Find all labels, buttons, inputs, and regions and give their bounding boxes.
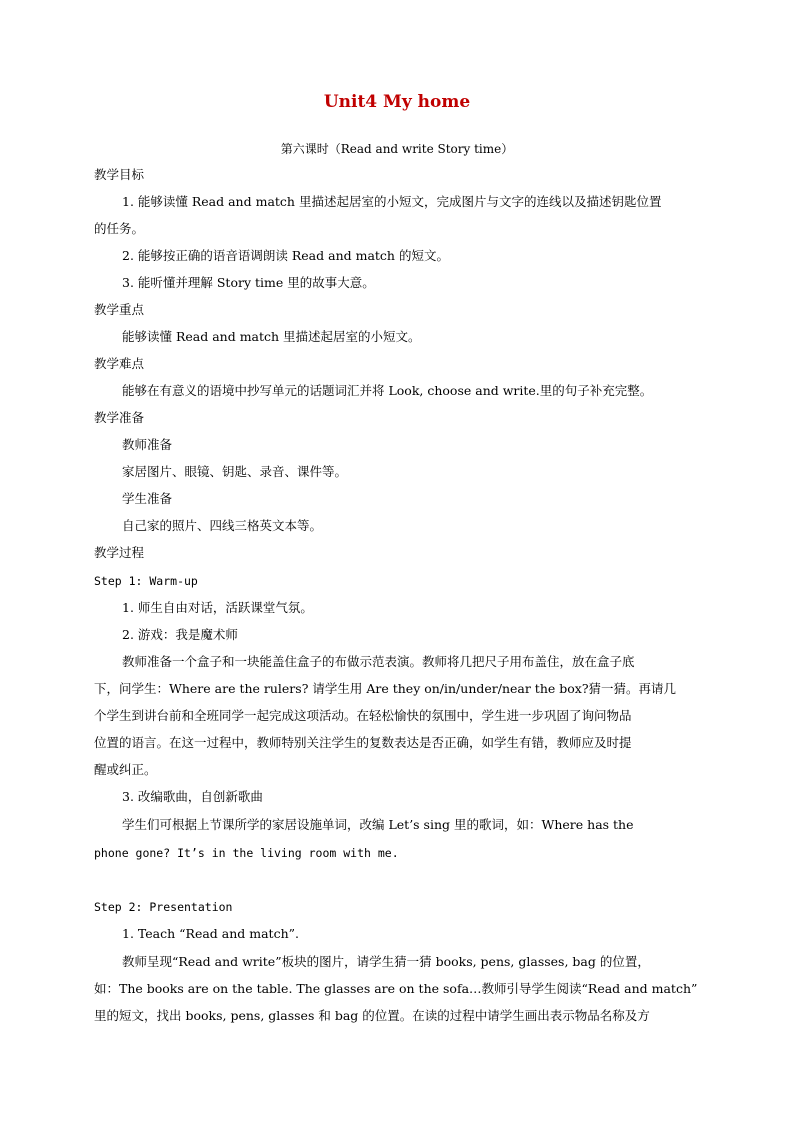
step1-heading: Step 1: Warm-up <box>94 574 198 588</box>
magician-para-line-1: 教师准备一个盒子和一块能盖住盒子的布做示范表演。教师将几把尺子用布盖住，放在盒子底 <box>122 654 635 669</box>
step1-item-3: 3. 改编歌曲，自创新歌曲 <box>122 789 263 804</box>
song-para-line-1: 学生们可根据上节课所学的家居设施单词，改编 Let’s sing 里的歌词，如：Where has the <box>122 817 634 832</box>
read-para-line-1: 教师呈现“Read and write”板块的图片，请学生猜一猜 books, pens, glasses, bag 的位置， <box>122 954 650 969</box>
heading-process: 教学过程 <box>94 545 145 560</box>
student-prep-text: 自己家的照片、四线三格英文本等。 <box>122 518 323 533</box>
objective-1-cont: 的任务。 <box>94 221 145 236</box>
step2-heading: Step 2: Presentation <box>94 900 233 914</box>
teacher-prep-text: 家居图片、眼镜、钥匙、录音、课件等。 <box>122 464 348 479</box>
heading-difficult-points: 教学难点 <box>94 356 145 371</box>
difficult-point-text: 能够在有意义的语境中抄写单元的话题词汇并将 Look, choose and write.里的句子补充完整。 <box>122 383 653 398</box>
read-para-line-2: 如：The books are on the table. The glasses are on the sofa…教师引导学生阅读“Read and match” <box>94 981 698 996</box>
student-prep-heading: 学生准备 <box>122 491 173 506</box>
objective-1: 1. 能够读懂 Read and match 里描述起居室的小短文，完成图片与文字的连线以及描述钥匙位置 <box>122 194 662 209</box>
document-title: Unit4 My home <box>323 92 471 112</box>
magician-para-line-2: 下，问学生：Where are the rulers? 请学生用 Are they on/in/under/near the box?猜一猜。再请几 <box>94 681 677 696</box>
lesson-subtitle: 第六课时（Read and write Story time） <box>280 142 514 156</box>
heading-teaching-objectives: 教学目标 <box>94 167 145 182</box>
song-para-line-2: phone gone? It’s in the living room with me. <box>94 846 399 860</box>
step1-item-1: 1. 师生自由对话，活跃课堂气氛。 <box>122 600 313 615</box>
key-point-text: 能够读懂 Read and match 里描述起居室的小短文。 <box>122 329 421 344</box>
read-para-line-3: 里的短文，找出 books, pens, glasses 和 bag 的位置。在读的过程中请学生画出表示物品名称及方 <box>94 1008 650 1023</box>
magician-para-line-3: 个学生到讲台前和全班同学一起完成这项活动。在轻松愉快的氛围中，学生进一步巩固了询问物品 <box>94 708 632 723</box>
heading-preparation: 教学准备 <box>94 410 145 425</box>
step1-item-2: 2. 游戏：我是魔术师 <box>122 627 238 642</box>
objective-2: 2. 能够按正确的语音语调朗读 Read and match 的短文。 <box>122 248 449 263</box>
step2-item-1: 1. Teach “Read and match”. <box>122 926 299 941</box>
teacher-prep-heading: 教师准备 <box>122 437 173 452</box>
heading-key-points: 教学重点 <box>94 302 145 317</box>
magician-para-line-4: 位置的语言。在这一过程中，教师特别关注学生的复数表达是否正确，如学生有错，教师应及时提 <box>94 735 632 750</box>
magician-para-line-5: 醒或纠正。 <box>94 762 157 777</box>
objective-3: 3. 能听懂并理解 Story time 里的故事大意。 <box>122 275 375 290</box>
